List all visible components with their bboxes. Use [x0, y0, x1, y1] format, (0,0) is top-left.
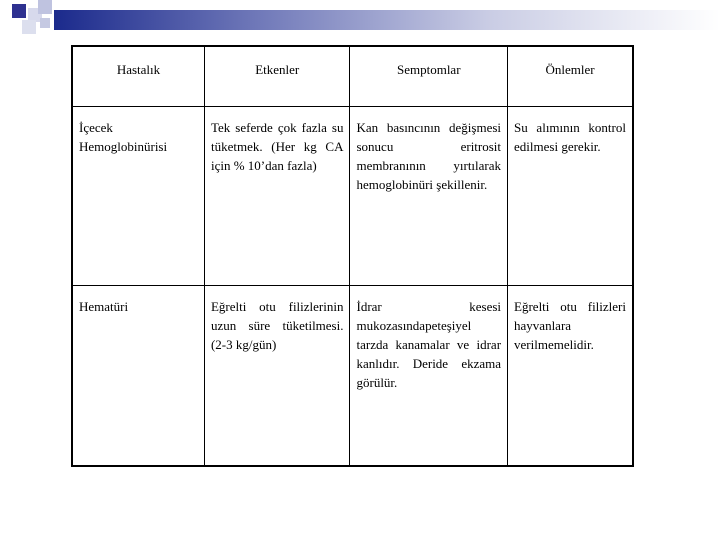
header-decoration — [0, 0, 720, 34]
table-row — [72, 106, 633, 286]
cell-symptoms: İdrar kesesi mukozasındapeteşiyel tarzda kanamalar ve idrar kanlıdır. Deride ekzama görülür. — [350, 286, 508, 466]
cell-prevention: Su alımının kontrol edilmesi gerekir. — [508, 106, 633, 286]
header-gradient-bar — [54, 10, 720, 30]
decorative-square — [38, 0, 52, 14]
cell-disease: İçecek Hemoglobinürisi — [72, 106, 204, 286]
disease-table — [71, 45, 634, 467]
cell-causes: Eğrelti otu filizlerinin uzun süre tüketilmesi. (2-3 kg/gün) — [204, 286, 350, 466]
decorative-square — [12, 4, 26, 18]
table-header-row — [72, 46, 633, 106]
header-causes: Etkenler — [204, 46, 350, 106]
header-disease: Hastalık — [72, 46, 204, 106]
header-symptoms: Semptomlar — [350, 46, 508, 106]
header-prevention: Önlemler — [508, 46, 633, 106]
decorative-square — [22, 20, 36, 34]
decorative-square — [40, 18, 50, 28]
cell-causes: Tek seferde çok fazla su tüketmek. (Her kg CA için % 10’dan fazla) — [204, 106, 350, 286]
cell-prevention: Eğrelti otu filizleri hayvanlara verilmemelidir. — [508, 286, 633, 466]
cell-symptoms: Kan basıncının değişmesi sonucu eritrosit membranının yırtılarak hemoglobinüri şekillenir. — [350, 106, 508, 286]
cell-disease: Hematüri — [72, 286, 204, 466]
table-row — [72, 286, 633, 466]
